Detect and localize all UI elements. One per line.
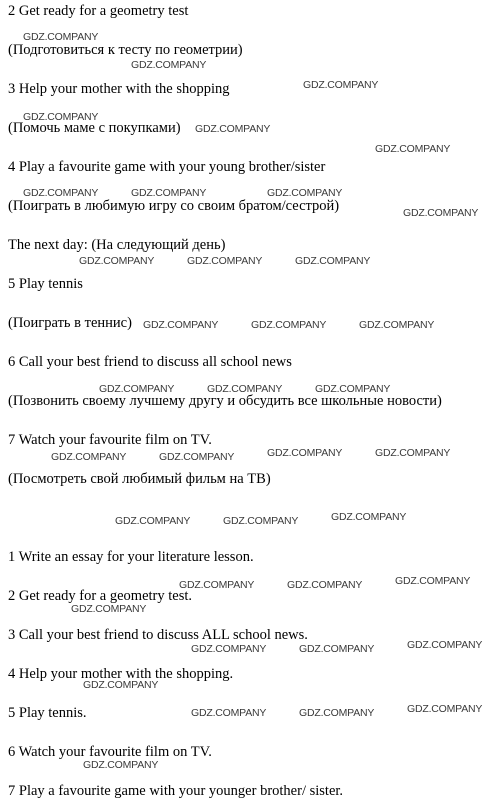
watermark: GDZ.COMPANY — [207, 383, 283, 395]
watermark: GDZ.COMPANY — [315, 383, 391, 395]
watermark: GDZ.COMPANY — [79, 255, 155, 267]
watermark: GDZ.COMPANY — [83, 679, 159, 691]
watermark: GDZ.COMPANY — [191, 707, 267, 719]
watermark: GDZ.COMPANY — [159, 451, 235, 463]
task-line: 2 Get ready for a geometry test — [8, 3, 189, 19]
watermark: GDZ.COMPANY — [23, 111, 99, 123]
watermark: GDZ.COMPANY — [115, 515, 191, 527]
watermark: GDZ.COMPANY — [267, 187, 343, 199]
watermark: GDZ.COMPANY — [99, 383, 175, 395]
watermark: GDZ.COMPANY — [403, 207, 479, 219]
task-line: 6 Call your best friend to discuss all school news — [8, 354, 292, 370]
watermark: GDZ.COMPANY — [303, 79, 379, 91]
watermark: GDZ.COMPANY — [51, 451, 127, 463]
answer-line: 1 Write an essay for your literature lesson. — [8, 549, 254, 565]
watermark: GDZ.COMPANY — [295, 255, 371, 267]
watermark: GDZ.COMPANY — [395, 575, 471, 587]
task-line: 4 Play a favourite game with your young brother/sister — [8, 159, 326, 175]
watermark: GDZ.COMPANY — [359, 319, 435, 331]
watermark: GDZ.COMPANY — [223, 515, 299, 527]
watermark: GDZ.COMPANY — [131, 187, 207, 199]
translation-line: (Посмотреть свой любимый фильм на ТВ) — [8, 471, 271, 487]
watermark: GDZ.COMPANY — [375, 143, 451, 155]
answer-line: 3 Call your best friend to discuss ALL school news. — [8, 627, 308, 643]
watermark: GDZ.COMPANY — [299, 707, 375, 719]
task-line: 5 Play tennis — [8, 276, 83, 292]
task-line: 7 Watch your favourite film on TV. — [8, 432, 212, 448]
watermark: GDZ.COMPANY — [131, 59, 207, 71]
task-line: 3 Help your mother with the shopping — [8, 81, 230, 97]
translation-line: (Помочь маме с покупками) — [8, 120, 181, 136]
watermark: GDZ.COMPANY — [375, 447, 451, 459]
watermark: GDZ.COMPANY — [251, 319, 327, 331]
watermark: GDZ.COMPANY — [83, 759, 159, 771]
watermark: GDZ.COMPANY — [23, 187, 99, 199]
watermark: GDZ.COMPANY — [195, 123, 271, 135]
answer-line: 5 Play tennis. — [8, 705, 87, 721]
answer-line: 4 Help your mother with the shopping. — [8, 666, 234, 682]
answer-line: 2 Get ready for a geometry test. — [8, 588, 192, 604]
watermark: GDZ.COMPANY — [407, 639, 483, 651]
watermark: GDZ.COMPANY — [187, 255, 263, 267]
section-heading: The next day: (На следующий день) — [8, 237, 226, 253]
answer-line: 6 Watch your favourite film on TV. — [8, 744, 212, 760]
translation-line: (Позвонить своему лучшему другу и обсудить все школьные новости) — [8, 393, 442, 409]
translation-line: (Поиграть в теннис) — [8, 315, 132, 331]
watermark: GDZ.COMPANY — [287, 579, 363, 591]
watermark: GDZ.COMPANY — [191, 643, 267, 655]
watermark: GDZ.COMPANY — [331, 511, 407, 523]
watermark: GDZ.COMPANY — [23, 31, 99, 43]
translation-line: (Подготовиться к тесту по геометрии) — [8, 42, 243, 58]
translation-line: (Поиграть в любимую игру со своим братом/сестрой) — [8, 198, 340, 214]
answer-line: 7 Play a favourite game with your younger brother/ sister. — [8, 783, 344, 799]
watermark: GDZ.COMPANY — [179, 579, 255, 591]
watermark: GDZ.COMPANY — [267, 447, 343, 459]
watermark: GDZ.COMPANY — [71, 603, 147, 615]
watermark: GDZ.COMPANY — [407, 703, 483, 715]
watermark: GDZ.COMPANY — [299, 643, 375, 655]
watermark: GDZ.COMPANY — [143, 319, 219, 331]
